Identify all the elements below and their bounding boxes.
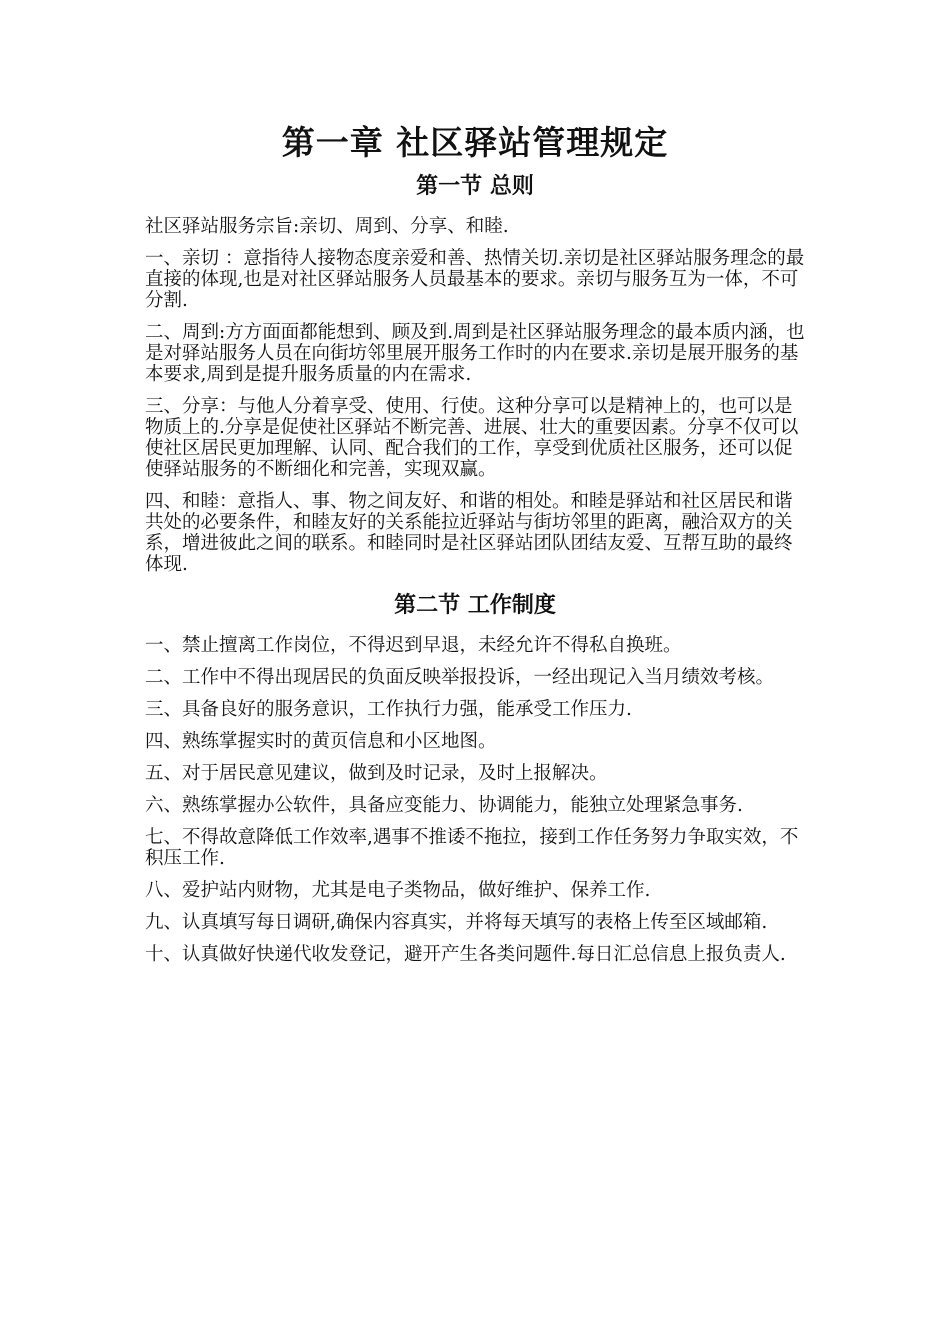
section-title-work-rules: 第二节 工作制度 — [394, 593, 556, 618]
chapter-title: 第一章 社区驿站管理规定 — [281, 123, 669, 162]
general-paragraph: 一、亲切 ：意指待人接物态度亲爱和善、热情关切.亲切是社区驿站服务理念的最直接的体现,也是对社区驿站服务人员最基本的要求。亲切与服务互为一体，不可分割. — [145, 248, 805, 311]
rule-item: 五、对于居民意见建议，做到及时记录，及时上报解决。 — [145, 763, 608, 784]
rule-item: 一、禁止擅离工作岗位，不得迟到早退，未经允许不得私自换班。 — [145, 635, 682, 656]
general-paragraph: 四、和睦：意指人、事、物之间友好、和谐的相处。和睦是驿站和社区居民和谐共处的必要条件，和睦友好的关系能拉近驿站与街坊邻里的距离，融洽双方的关系，增进彼此之间的联系。和睦同时是社区驿站团队团结友爱、互帮互助的最终体现. — [145, 491, 793, 575]
rule-item: 三、具备良好的服务意识，工作执行力强，能承受工作压力. — [145, 699, 632, 720]
general-paragraph: 三、分享：与他人分着享受、使用、行使。这种分享可以是精神上的，也可以是物质上的.分享是促使社区驿站不断完善、进展、壮大的重要因素。分享不仅可以使社区居民更加理解、认同、配合我们的工作，享受到优质社区服务，还可以促使驿站服务的不断细化和完善，实现双赢。 — [145, 396, 799, 480]
rule-item: 八、爱护站内财物，尤其是电子类物品，做好维护、保养工作. — [145, 880, 651, 901]
rule-item: 七、不得故意降低工作效率,遇事不推诿不拖拉，接到工作任务努力争取实效，不积压工作. — [145, 827, 799, 869]
rule-item: 十、认真做好快递代收发登记，避开产生各类问题件.每日汇总信息上报负责人. — [145, 944, 786, 965]
general-paragraph: 社区驿站服务宗旨:亲切、周到、分享、和睦. — [145, 216, 509, 237]
section-title-general: 第一节 总则 — [416, 174, 534, 199]
rule-item: 九、认真填写每日调研,确保内容真实，并将每天填写的表格上传至区域邮箱. — [145, 912, 768, 933]
rule-item: 四、熟练掌握实时的黄页信息和小区地图。 — [145, 731, 497, 752]
general-paragraph: 二、周到:方方面面都能想到、顾及到.周到是社区驿站服务理念的最本质内涵，也是对驿站服务人员在向街坊邻里展开服务工作时的内在要求.亲切是展开服务的基本要求,周到是提升服务质量的内在需求. — [145, 322, 805, 385]
rule-item: 二、工作中不得出现居民的负面反映举报投诉，一经出现记入当月绩效考核。 — [145, 667, 775, 688]
rule-item: 六、熟练掌握办公软件，具备应变能力、协调能力，能独立处理紧急事务. — [145, 795, 743, 816]
